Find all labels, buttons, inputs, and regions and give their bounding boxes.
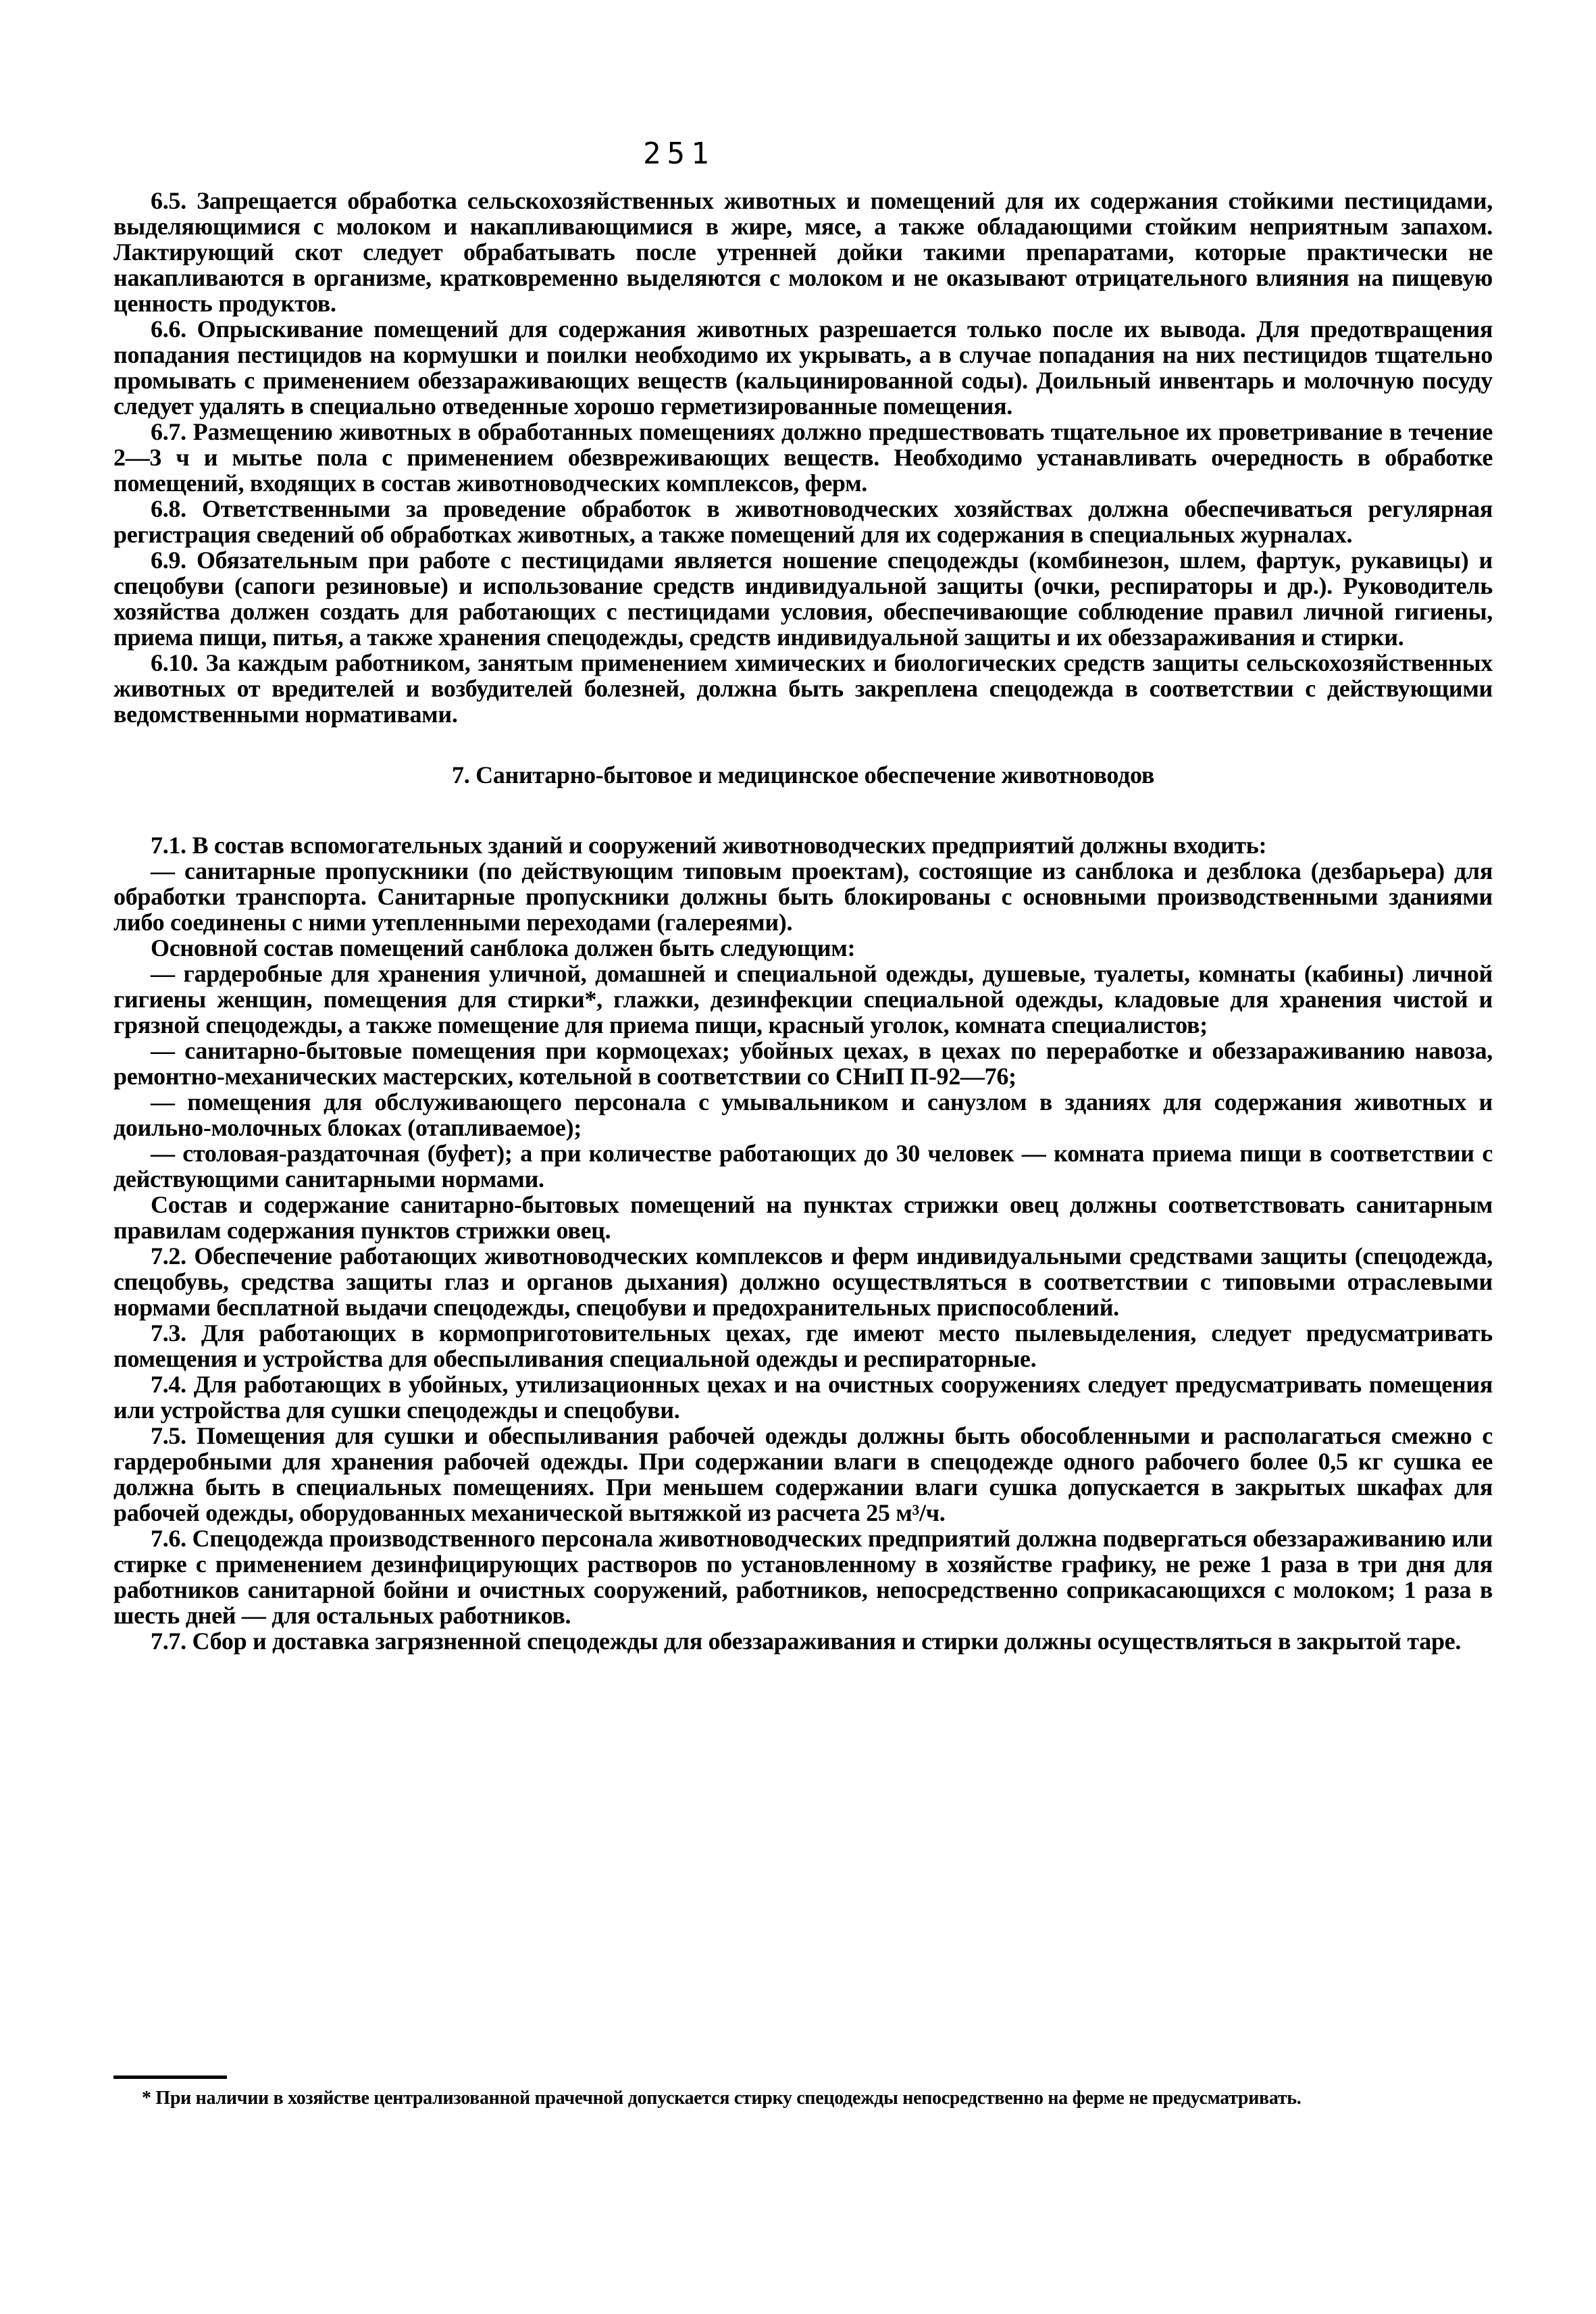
paragraph: 7.3. Для работающих в кормоприготовительных цехах, где имеют место пылевыделения, следует предусматривать помещения и устройства для обеспыливания специальной одежды и респираторные. [113,1319,1493,1372]
paragraph: 6.6. Опрыскивание помещений для содержания животных разрешается только после их вывода. Для предотвращения попадания пестицидов на кормушки и поилки необходимо их укрывать, а в случае попадания на них пестицидов тщательно промывать с применением обеззараживающих веществ (кальцинированной соды). Доильный инвентарь и молочную посуду следует удалять в специально отведенные хорошо герметизированные помещения. [113,316,1493,420]
section-heading: 7. Санитарно-бытовое и медицинское обеспечение животноводов [452,761,1154,788]
paragraph: 7.1. В состав вспомогательных зданий и сооружений животноводческих предприятий должны входить: [151,832,1267,859]
paragraph: — санитарные пропускники (по действующим типовым проектам), состоящие из санблока и дезблока (дезбарьера) для обработки транспорта. Санитарные пропускники должны быть блокированы с основными производственными зданиями либо соединены с ними утепленными переходами (галереями). [113,857,1493,936]
paragraph: 6.10. За каждым работником, занятым применением химических и биологических средств защиты сельскохозяйственных животных от вредителей и возбудителей болезней, должна быть закреплена спецодежда в соответствии с действующими ведомственными нормативами. [113,649,1493,728]
paragraph: — помещения для обслуживающего персонала с умывальником и санузлом в зданиях для содержания животных и доильно-молочных блоках (отапливаемое); [113,1088,1493,1141]
paragraph: 6.8. Ответственными за проведение обработок в животноводческих хозяйствах должна обеспечиваться регулярная регистрация сведений об обработках животных, а также помещений для их содержания в специальных журналах. [113,495,1493,548]
paragraph: 6.5. Запрещается обработка сельскохозяйственных животных и помещений для их содержания стойкими пестицидами, выделяющимися с молоком и накапливающимися в жире, мясе, а также обладающими стойким неприятным запахом. Лактирующий скот следует обрабатывать после утренней дойки такими препаратами, которые практически не накапливаются в организме, кратковременно выделяются с молоком и не оказывают отрицательного влияния на пищевую ценность продуктов. [113,187,1493,317]
paragraph: Состав и содержание санитарно-бытовых помещений на пунктах стрижки овец должны соответствовать санитарным правилам содержания пунктов стрижки овец. [113,1191,1493,1244]
paragraph: 7.4. Для работающих в убойных, утилизационных цехах и на очистных сооружениях следует предусматривать помещения или устройства для сушки спецодежды и спецобуви. [113,1371,1493,1424]
paragraph: 7.7. Сбор и доставка загрязненной спецодежды для обеззараживания и стирки должны осуществляться в закрытой таре. [151,1628,1462,1655]
paragraph: 7.5. Помещения для сушки и обеспыливания рабочей одежды должны быть обособленными и располагаться смежно с гардеробными для хранения рабочей одежды. При содержании влаги в спецодежде одного рабочего более 0,5 кг сушка ее должна быть в специальных помещениях. При меньшем содержании влаги сушка допускается в закрытых шкафах для рабочей одежды, оборудованных механической вытяжкой из расчета 25 м³/ч. [113,1422,1493,1526]
paragraph: 6.7. Размещению животных в обработанных помещениях должно предшествовать тщательное их проветривание в течение 2—3 ч и мытье пола с применением обезвреживающих веществ. Необходимо устанавливать очередность в обработке помещений, входящих в состав животноводческих комплексов, ферм. [113,418,1493,497]
paragraph: Основной состав помещений санблока должен быть следующим: [151,934,856,961]
page-number: 251 [643,136,715,171]
paragraph: 7.6. Спецодежда производственного персонала животноводческих предприятий должна подвергаться обеззараживанию или стирке с применением дезинфицирующих растворов по установленному в хозяйстве графику, не реже 1 раза в три дня для работников санитарной бойни и очистных сооружений, работников, непосредственно соприкасающихся с молоком; 1 раза в шесть дней — для остальных работников. [113,1525,1493,1629]
document-body [113,188,1493,1654]
footnote-divider [113,2076,227,2079]
paragraph: 7.2. Обеспечение работающих животноводческих комплексов и ферм индивидуальными средствами защиты (спецодежда, спецобувь, средства защиты глаз и органов дыхания) должно осуществляться в соответствии с типовыми отраслевыми нормами бесплатной выдачи спецодежды, спецобуви и предохранительных приспособлений. [113,1242,1493,1321]
paragraph: — санитарно-бытовые помещения при кормоцехах; убойных цехах, в цехах по переработке и обеззараживанию навоза, ремонтно-механических мастерских, котельной в соответствии со СНиП П-92—76; [113,1037,1493,1090]
paragraph: — столовая-раздаточная (буфет); а при количестве работающих до 30 человек — комната приема пищи в соответствии с действующими санитарными нормами. [113,1140,1493,1192]
footnote [113,2076,1493,2111]
footnote-text: * При наличии в хозяйстве централизованной прачечной допускается стирку спецодежды непосредственно на ферме не предусматривать. [142,2088,1302,2109]
paragraph: — гардеробные для хранения уличной, домашней и специальной одежды, душевые, туалеты, комнаты (кабины) личной гигиены женщин, помещения для стирки*, глажки, дезинфекции специальной одежды, кладовые для хранения чистой и грязной спецодежды, а также помещение для приема пищи, красный уголок, комната специалистов; [113,960,1493,1038]
paragraph: 6.9. Обязательным при работе с пестицидами является ношение спецодежды (комбинезон, шлем, фартук, рукавицы) и спецобуви (сапоги резиновые) и использование средств индивидуальной защиты (очки, респираторы и др.). Руководитель хозяйства должен создать для работающих с пестицидами условия, обеспечивающие соблюдение правил личной гигиены, приема пищи, питья, а также хранения спецодежды, средств индивидуальной защиты и их обеззараживания и стирки. [113,547,1493,651]
